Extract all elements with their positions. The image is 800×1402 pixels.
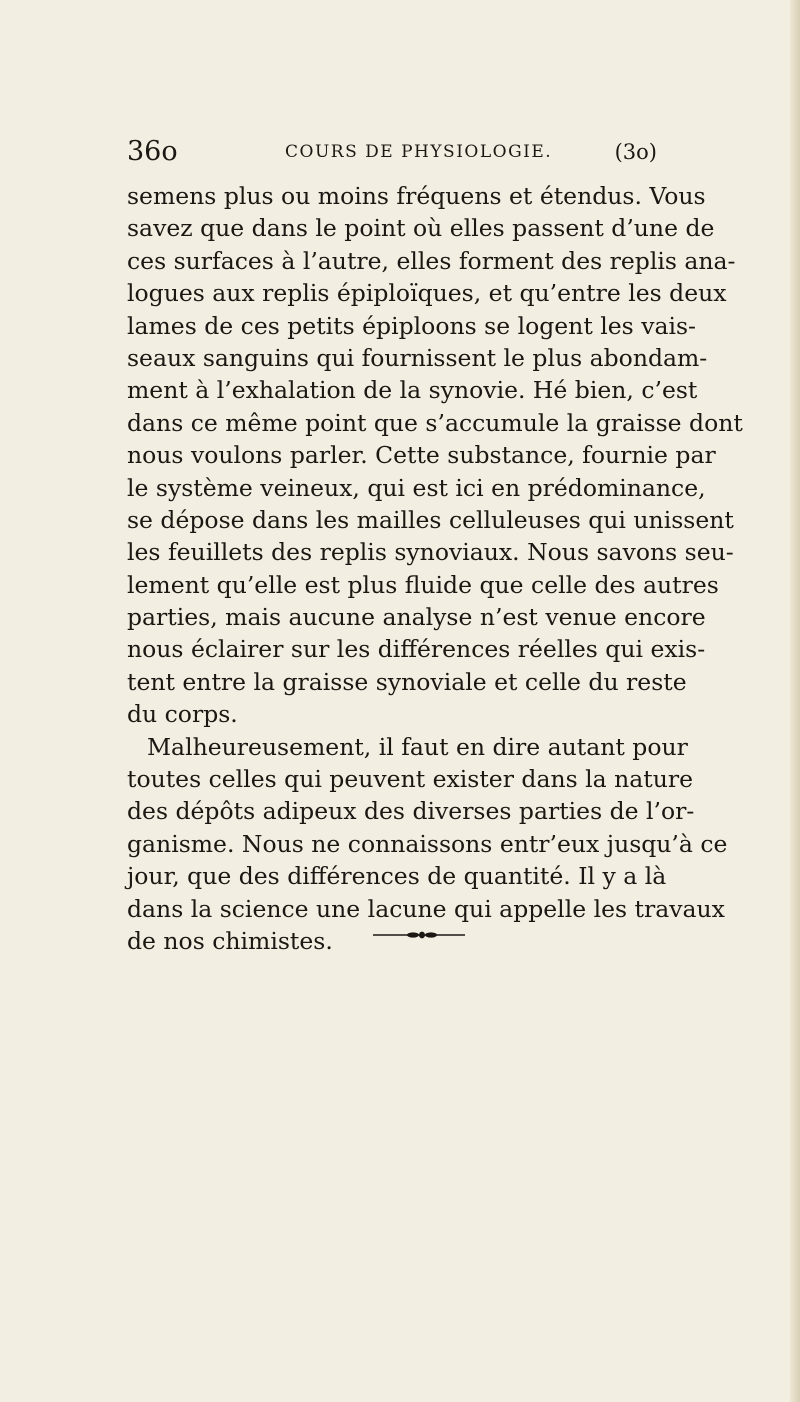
ornament-dot-left (407, 932, 419, 937)
text-line: de nos chimistes. (127, 926, 333, 955)
text-line: savez que dans le point où elles passent d’une de (127, 214, 715, 243)
running-head (127, 132, 657, 172)
end-ornament (373, 930, 465, 940)
text-line: parties, mais aucune analyse n’est venue encore (127, 603, 706, 632)
text-line: des dépôts adipeux des diverses parties de l’or- (127, 797, 695, 826)
text-line: dans ce même point que s’accumule la graisse dont (127, 408, 743, 437)
text-line: semens plus ou moins fréquens et étendus. Vous (127, 182, 706, 210)
text-line: toutes celles qui peuvent exister dans la nature (127, 765, 693, 794)
text-line: jour, que des différences de quantité. Il y a là (127, 862, 667, 891)
text-line: tent entre la graisse synoviale et celle du reste (127, 667, 687, 696)
page-edge (790, 0, 800, 1402)
text-line: ganisme. Nous ne connaissons entr’eux jusqu’à ce (127, 829, 728, 858)
text-line: nous éclairer sur les différences réelles qui exis- (127, 635, 706, 664)
section-number: (3o) (614, 140, 657, 164)
text-line: lames de ces petits épiploons se logent les vais- (127, 311, 696, 340)
text-line: ces surfaces à l’autre, elles forment des replis ana- (127, 246, 736, 275)
text-line: le système veineux, qui est ici en prédominance, (127, 473, 706, 502)
text-line: lement qu’elle est plus fluide que celle des autres (127, 570, 719, 599)
text-line: se dépose dans les mailles celluleuses qui unissent (127, 505, 734, 534)
text-line: logues aux replis épiploïques, et qu’entre les deux (127, 279, 727, 308)
text-line: du corps. (127, 700, 238, 729)
text-line: seaux sanguins qui fournissent le plus abondam- (127, 343, 708, 372)
page-number: 36o (127, 136, 178, 167)
ornament-dot-right (425, 932, 437, 937)
running-title: COURS DE PHYSIOLOGIE. (285, 142, 553, 162)
ornament-dot-center (419, 932, 425, 939)
text-line: nous voulons parler. Cette substance, fournie par (127, 441, 716, 470)
text-line: ment à l’exhalation de la synovie. Hé bien, c’est (127, 376, 698, 405)
text-line: dans la science une lacune qui appelle les travaux (127, 894, 725, 923)
text-line: les feuillets des replis synoviaux. Nous savons seu- (127, 538, 734, 567)
body-text (127, 180, 743, 957)
paragraph-start-line: Malheureusement, il faut en dire autant pour (147, 732, 688, 761)
